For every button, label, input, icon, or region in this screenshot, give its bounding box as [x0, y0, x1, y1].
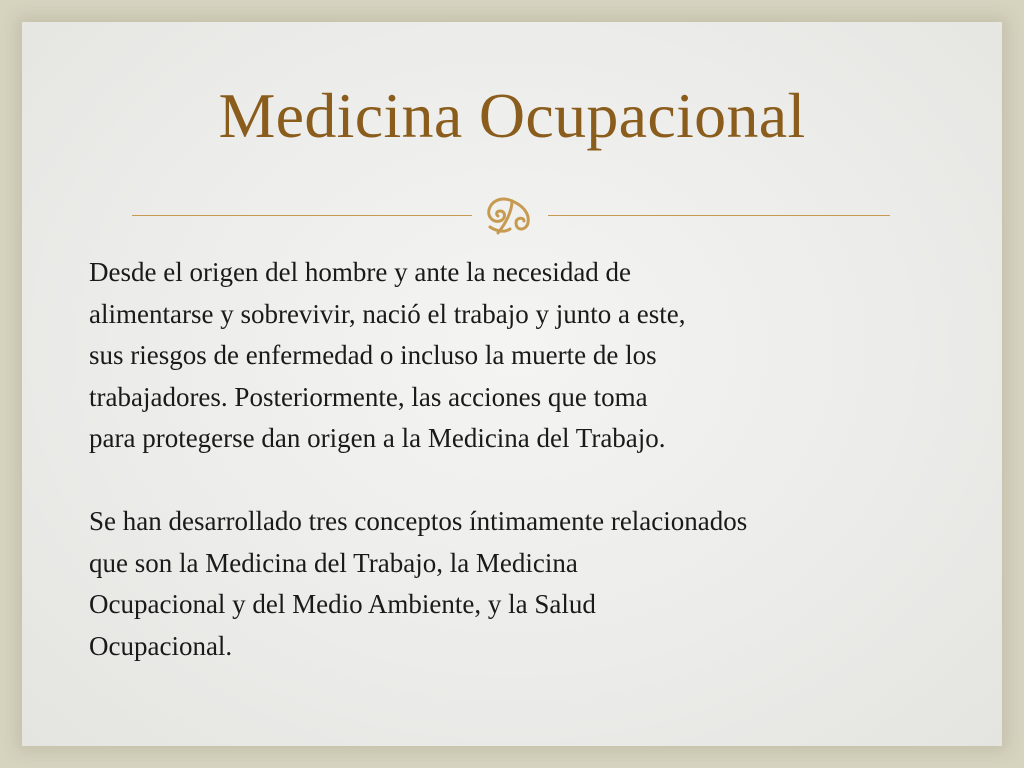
paragraph-line: sus riesgos de enfermedad o incluso la muerte de los — [89, 340, 657, 370]
paragraph-2 — [89, 501, 959, 667]
paragraph-line: que son la Medicina del Trabajo, la Medicina — [89, 547, 578, 578]
paragraph-line: Ocupacional y del Medio Ambiente, y la Salud — [89, 589, 596, 619]
paragraph-line: alimentarse y sobrevivir, nació el trabajo y junto a este, — [89, 298, 686, 329]
paragraph-line: Desde el origen del hombre y ante la necesidad de — [89, 257, 632, 287]
paragraph-1 — [89, 252, 959, 460]
body-text — [89, 252, 959, 667]
paragraph-line: Se han desarrollado tres conceptos íntimamente relacionados — [89, 506, 748, 536]
title-divider-right — [548, 215, 890, 216]
fleuron-icon — [476, 193, 548, 239]
title-divider-left — [132, 215, 472, 216]
paragraph-line: para protegerse dan origen a la Medicina del Trabajo. — [89, 423, 666, 453]
paragraph-line: trabajadores. Posteriormente, las acciones que toma — [89, 381, 648, 412]
slide-title: Medicina Ocupacional — [218, 80, 806, 151]
paragraph-line: Ocupacional. — [89, 630, 233, 661]
